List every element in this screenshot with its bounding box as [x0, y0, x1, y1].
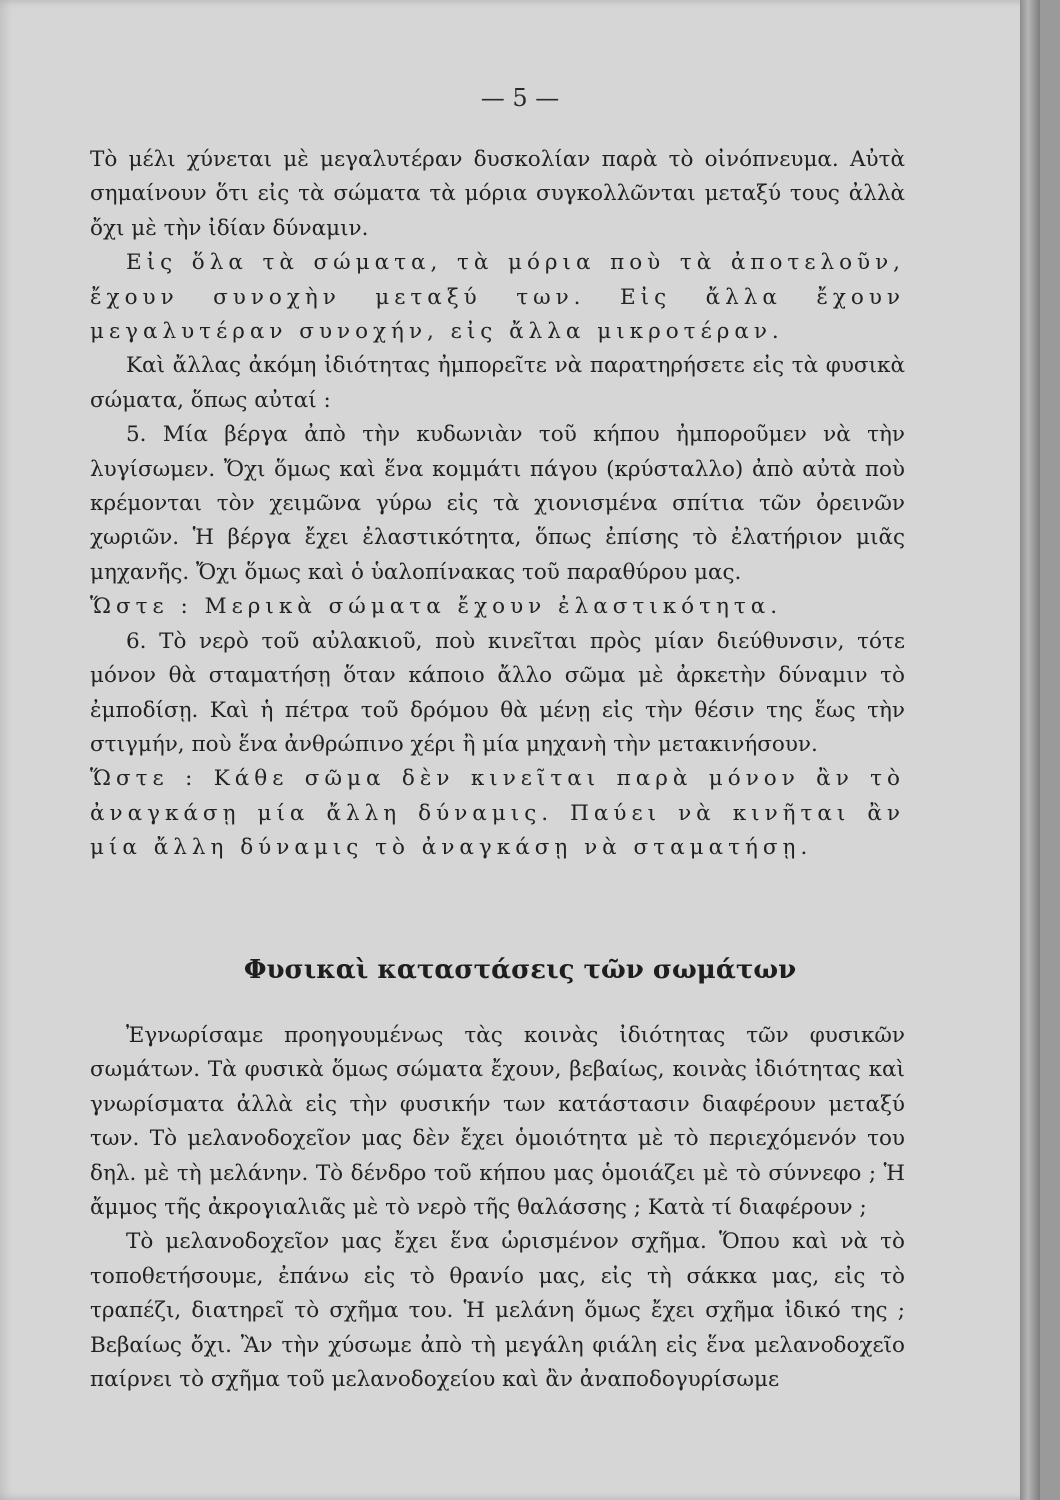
paragraph: Ἐγνωρίσαμε προηγουμένως τὰς κοινὰς ἰδιότητας τῶν φυσικῶν σωμάτων. Τὰ φυσικὰ ὅμως σώματα ἔχουν, βεβαίως, κοινὰς ἰδιότητας καὶ γνωρίσματα ἀλλὰ εἰς τὴν φυσικήν των κατάστασιν διαφέρουν μεταξύ των. Τὸ μελανοδοχεῖον μας δὲν ἔχει ὁμοιότητα μὲ τὸ περιεχόμενόν του δηλ. μὲ τὴ μελάνην. Τὸ δένδρο τοῦ κήπου μας ὁμοιάζει μὲ τὸ σύννεφο ; Ἡ ἄμμος τῆς ἀκρογιαλιᾶς μὲ τὸ νερὸ τῆς θαλάσσης ; Κατὰ τί διαφέρουν ;	[90, 1023, 905, 1221]
conclusion-paragraph: Ὥστε : Μερικὰ σώματα ἔχουν ἐλαστικότητα.	[90, 594, 783, 620]
section-body-1	[90, 143, 905, 866]
paragraph: 6. Τὸ νερὸ τοῦ αὐλακιοῦ, ποὺ κινεῖται πρὸς μίαν διεύθυνσιν, τότε μόνον θὰ σταματήσῃ ὅταν κάποιο ἄλλο σῶμα μὲ ἀρκετὴν δύναμιν τὸ ἐμποδίσῃ. Καὶ ἡ πέτρα τοῦ δρόμου θὰ μένῃ εἰς τὴν θέσιν της ἕως τὴν στιγμήν, ποὺ ἕνα ἀνθρώπινο χέρι ἢ μία μηχανὴ τὴν μετακινήσουν.	[90, 628, 905, 757]
paragraph: Τὸ μέλι χύνεται μὲ μεγαλυτέραν δυσκολίαν παρὰ τὸ οἰνόπνευμα. Αὐτὰ σημαίνουν ὅτι εἰς τὰ σώματα τὰ μόρια συγκολλῶνται μεταξύ τους ἀλλὰ ὄχι μὲ τὴν ἰδίαν δύναμιν.	[90, 147, 905, 241]
section-body-2	[90, 1019, 905, 1397]
paragraph: Εἰς ὅλα τὰ σώματα, τὰ μόρια ποὺ τὰ ἀποτελοῦν, ἔχουν συνοχὴν μεταξύ των. Εἰς ἄλλα ἔχουν μεγαλυτέραν συνοχήν, εἰς ἄλλα μικροτέραν.	[90, 250, 905, 345]
page-number: — 5 —	[480, 84, 560, 112]
paragraph: Καὶ ἄλλας ἀκόμη ἰδιότητας ἠμπορεῖτε νὰ παρατηρήσετε εἰς τὰ φυσικὰ σώματα, ὅπως αὐταί :	[90, 353, 905, 413]
section-heading: Φυσικαὶ καταστάσεις τῶν σωμάτων	[243, 955, 797, 985]
page-edge	[1020, 0, 1040, 1500]
conclusion-paragraph: Ὥστε : Κάθε σῶμα δὲν κινεῖται παρὰ μόνον ἂν τὸ ἀναγκάσῃ μία ἄλλη δύναμις. Παύει νὰ κινῆται ἂν μία ἄλλη δύναμις τὸ ἀναγκάσῃ νὰ σταματήσῃ.	[90, 766, 905, 861]
paragraph: 5. Μία βέργα ἀπὸ τὴν κυδωνιὰν τοῦ κήπου ἠμποροῦμεν νὰ τὴν λυγίσωμεν. Ὄχι ὅμως καὶ ἕνα κομμάτι πάγου (κρύσταλλο) ἀπὸ αὐτὰ ποὺ κρέμονται τὸν χειμῶνα γύρω εἰς τὰ χιονισμένα σπίτια τῶν ὀρεινῶν χωριῶν. Ἡ βέργα ἔχει ἐλαστικότητα, ὅπως ἐπίσης τὸ ἐλατήριον μιᾶς μηχανῆς. Ὄχι ὅμως καὶ ὁ ὑαλοπίνακας τοῦ παραθύρου μας.	[90, 422, 905, 585]
paragraph: Τὸ μελανοδοχεῖον μας ἔχει ἕνα ὡρισμένον σχῆμα. Ὅπου καὶ νὰ τὸ τοποθετήσουμε, ἐπάνω εἰς τὸ θρανίο μας, εἰς τὴ σάκκα μας, εἰς τὸ τραπέζι, διατηρεῖ τὸ σχῆμα του. Ἡ μελάνη ὅμως ἔχει σχῆμα ἰδικό της ; Βεβαίως ὄχι. Ἂν τὴν χύσωμε ἀπὸ τὴ μεγάλη φιάλη εἰς ἕνα μελανοδοχεῖο παίρνει τὸ σχῆμα τοῦ μελανοδοχείου καὶ ἂν ἀναποδογυρίσωμε	[90, 1229, 905, 1393]
